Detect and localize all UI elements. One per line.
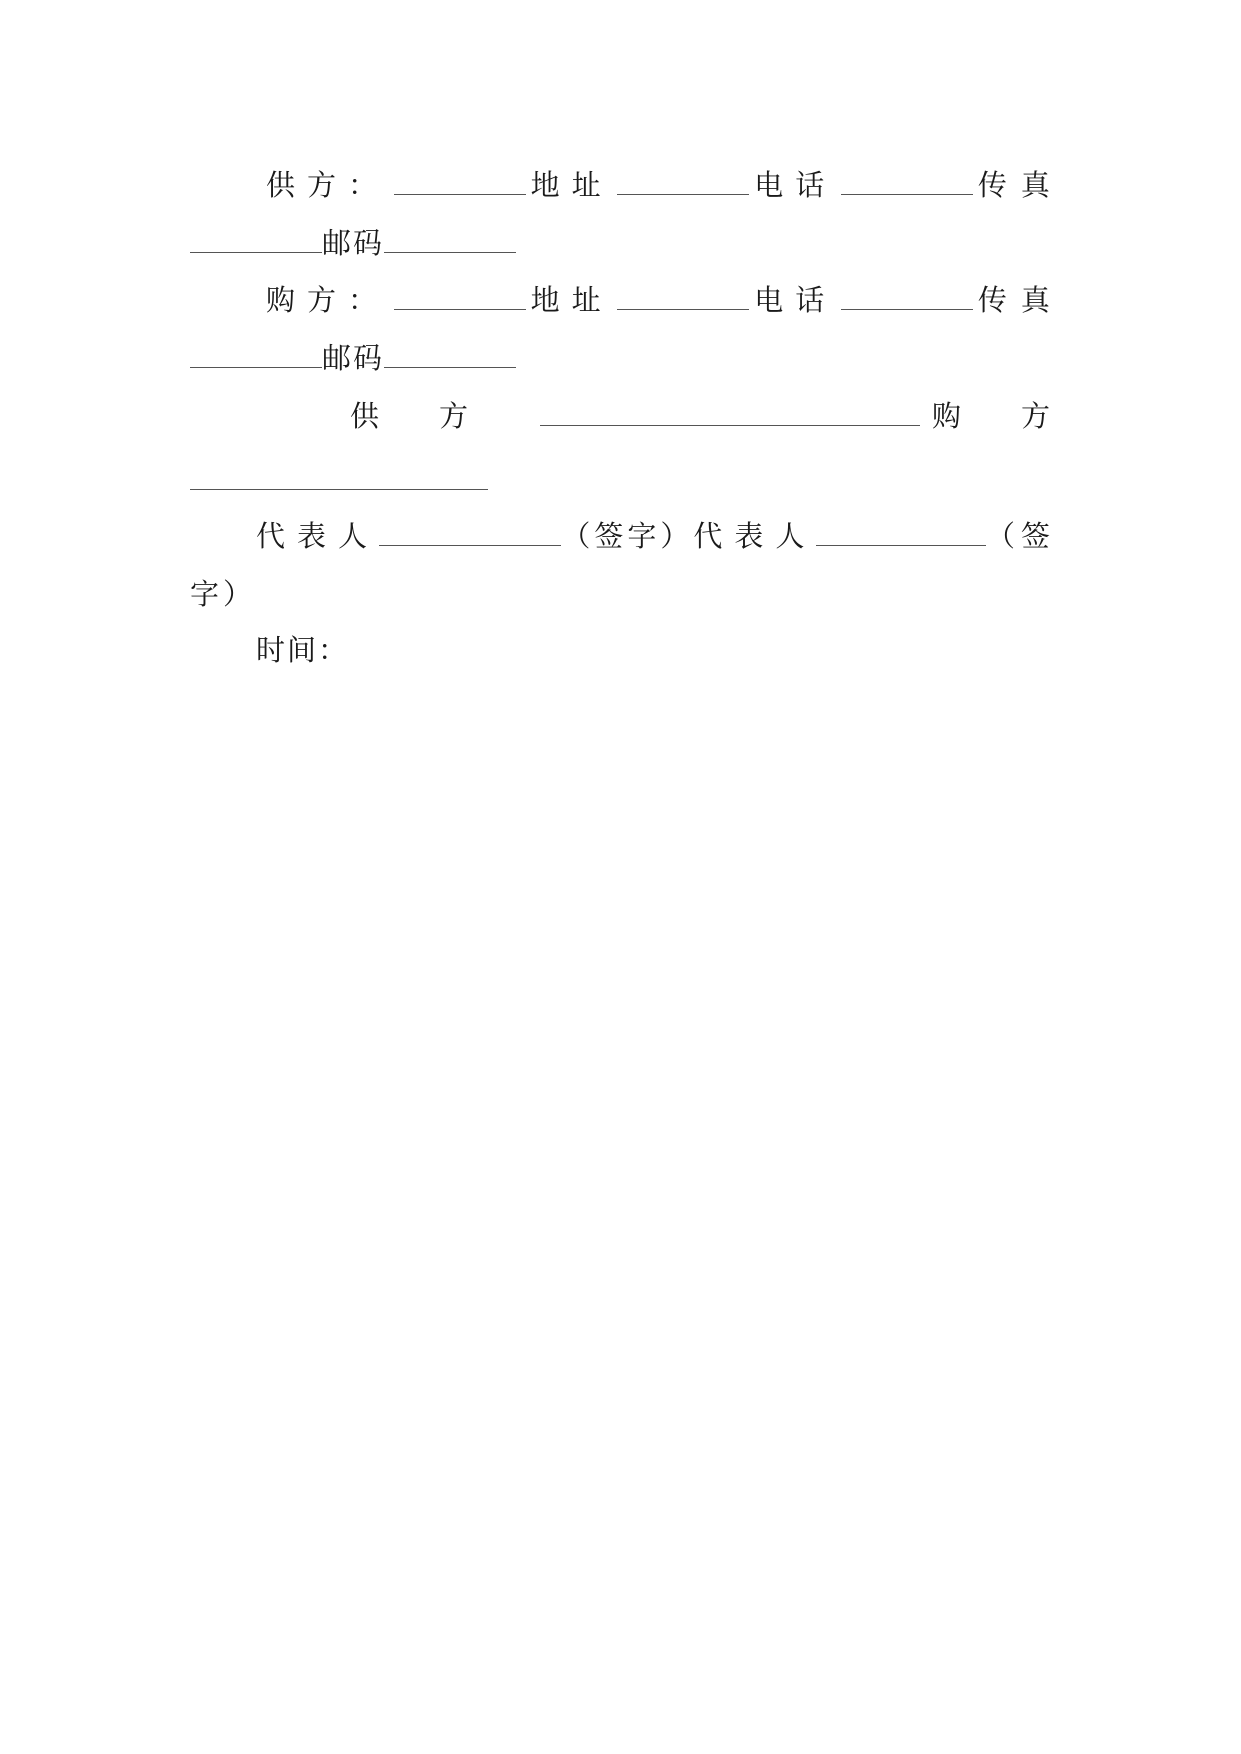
supplier-rep-blank[interactable] bbox=[379, 523, 561, 546]
buyer-phone-label: 电话 bbox=[754, 283, 837, 317]
buyer-phone-blank[interactable] bbox=[841, 287, 973, 310]
parties-buyer-blank[interactable] bbox=[190, 467, 488, 490]
buyer-postcode-blank[interactable] bbox=[384, 345, 516, 368]
supplier-rep-label: 代表人 bbox=[256, 519, 380, 553]
buyer-postcode-line bbox=[190, 330, 1050, 386]
supplier-name-blank[interactable] bbox=[394, 172, 526, 195]
buyer-sign-label-part1: （签 bbox=[985, 519, 1056, 553]
supplier-address-label: 地址 bbox=[530, 168, 613, 202]
parties-supplier-blank[interactable] bbox=[540, 403, 920, 426]
parties-line bbox=[190, 388, 1110, 444]
buyer-rep-blank[interactable] bbox=[816, 523, 986, 546]
supplier-postcode-label: 邮码 bbox=[322, 226, 385, 260]
supplier-phone-label: 电话 bbox=[754, 168, 837, 202]
representative-line bbox=[190, 508, 1056, 564]
representative-line-continued bbox=[190, 566, 1050, 622]
parties-buyer-label: 购方 bbox=[931, 399, 1110, 433]
buyer-sign-label-part2: 字） bbox=[190, 577, 257, 611]
supplier-postcode-blank[interactable] bbox=[384, 230, 516, 253]
buyer-address-label: 地址 bbox=[530, 283, 613, 317]
supplier-fax-label: 传真 bbox=[977, 168, 1064, 202]
parties-buyer-line bbox=[190, 452, 1050, 508]
supplier-address-blank[interactable] bbox=[617, 172, 749, 195]
supplier-postcode-line bbox=[190, 215, 1050, 271]
buyer-name-blank[interactable] bbox=[394, 287, 526, 310]
buyer-fax-label: 传真 bbox=[977, 283, 1064, 317]
buyer-info-line bbox=[190, 272, 1064, 328]
supplier-sign-label: （签字） bbox=[561, 519, 694, 553]
supplier-phone-blank[interactable] bbox=[841, 172, 973, 195]
parties-supplier-label: 供方 bbox=[350, 399, 529, 433]
time-label: 时间： bbox=[256, 633, 350, 667]
supplier-info-line bbox=[190, 157, 1064, 213]
buyer-label: 购方： bbox=[266, 283, 390, 317]
buyer-address-blank[interactable] bbox=[617, 287, 749, 310]
supplier-fax-blank[interactable] bbox=[190, 230, 322, 253]
buyer-rep-label: 代表人 bbox=[693, 519, 817, 553]
supplier-label: 供方： bbox=[266, 168, 390, 202]
time-line bbox=[190, 622, 1050, 678]
buyer-fax-blank[interactable] bbox=[190, 345, 322, 368]
buyer-postcode-label: 邮码 bbox=[322, 341, 385, 375]
